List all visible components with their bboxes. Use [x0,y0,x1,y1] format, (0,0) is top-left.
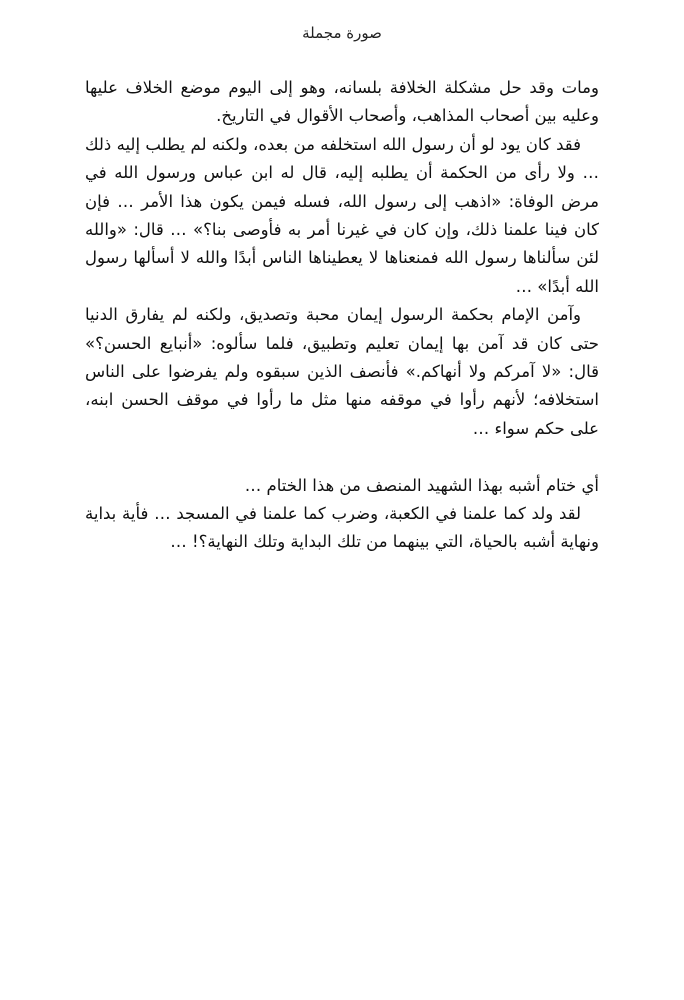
paragraph-2: فقد كان يود لو أن رسول الله استخلفه من بعده، ولكنه لم يطلب إليه ذلك … ولا رأى من الحكمة أن يطلبه إليه، قال له ابن عباس ورسول الله في مرض الوفاة: «اذهب إلى رسول الله، فسله فيمن يكون هذا الأمر … فإن كان فينا علمنا ذلك، وإن كان في غيرنا أمر به فأوصى بنا؟» … قال: «والله لئن سألناها رسول الله فمنعناها لا يعطيناها الناس أبدًا والله لا أسألها رسول الله أبدًا» … [85,134,599,296]
paragraph-1: ومات وقد حل مشكلة الخلافة بلسانه، وهو إلى اليوم موضع الخلاف عليها وعليه بين أصحاب المذاهب، وأصحاب الأقوال في التاريخ. [85,78,599,126]
body-text [85,74,599,557]
paragraph-3: وآمن الإمام بحكمة الرسول إيمان محبة وتصديق، ولكنه لم يفارق الدنيا حتى كان قد آمن بها إيمان تعليم وتطبيق، فلما سألوه: «أنبايع الحسن؟» قال: «لا آمركم ولا أنهاكم.» فأنصف الذين سبقوه ولم يفرضوا على الناس استخلافه؛ لأنهم رأوا في موقفه منها مثل ما رأوا في موقف الحسن ابنه، على حكم سواء … [85,305,599,438]
paragraph-gap [85,443,599,471]
paragraph-4: أي ختام أشبه بهذا الشهيد المنصف من هذا الختام … [244,475,599,495]
paragraph-5: لقد ولد كما علمنا في الكعبة، وضرب كما علمنا في المسجد … فأية بداية ونهاية أشبه بالحياة، التي بينهما من تلك البداية وتلك النهاية؟! … [85,504,599,552]
running-header: صورة مجملة [302,24,382,42]
